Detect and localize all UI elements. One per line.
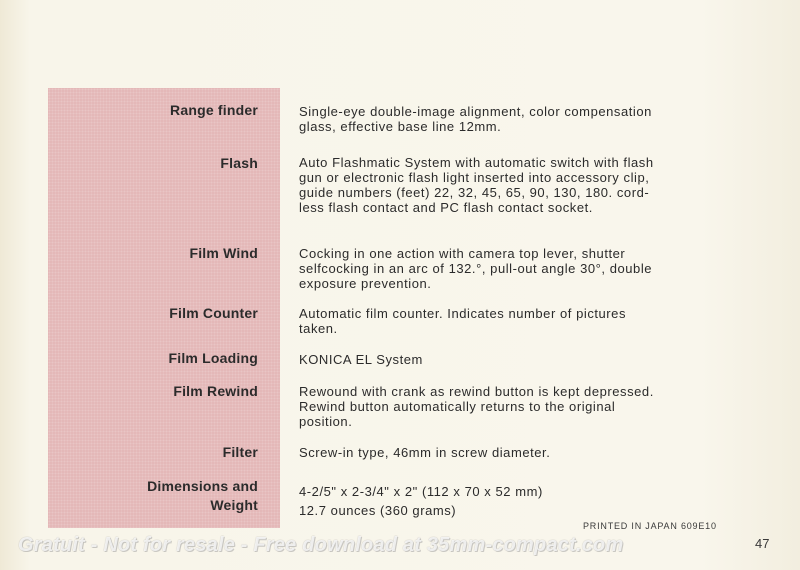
spec-value bbox=[299, 445, 747, 460]
spec-value-line: Rewound with crank as rewind button is kept depressed. bbox=[299, 384, 654, 399]
spec-value-line: gun or electronic flash light inserted into accessory clip, bbox=[299, 170, 650, 185]
spec-value-line: KONICA EL System bbox=[299, 352, 423, 367]
printed-in-japan-note: PRINTED IN JAPAN 609E10 bbox=[583, 521, 717, 531]
spec-value bbox=[299, 104, 747, 134]
spec-value-line: selfcocking in an arc of 132.°, pull-out angle 30°, double bbox=[299, 261, 653, 276]
spec-value-line: Cocking in one action with camera top lever, shutter bbox=[299, 246, 626, 261]
spec-value-line: glass, effective base line 12mm. bbox=[299, 119, 502, 134]
spec-value-line: Automatic film counter. Indicates number of pictures bbox=[299, 306, 627, 321]
spec-value-line: Auto Flashmatic System with automatic switch with flash bbox=[299, 155, 654, 170]
spec-value-line: Screw-in type, 46mm in screw diameter. bbox=[299, 445, 551, 460]
spec-value bbox=[299, 482, 747, 520]
spec-label: Flash bbox=[220, 155, 258, 171]
spec-value bbox=[299, 246, 747, 291]
spec-value-line: exposure prevention. bbox=[299, 276, 432, 291]
spec-label-line: Dimensions and bbox=[147, 478, 258, 494]
spec-value-line: position. bbox=[299, 414, 353, 429]
spec-label: Film Wind bbox=[189, 245, 258, 261]
spec-label: Film Rewind bbox=[173, 383, 258, 399]
spec-label: Range finder bbox=[170, 102, 258, 118]
spec-label: Film Loading bbox=[168, 350, 258, 366]
spec-value-line: less flash contact and PC flash contact socket. bbox=[299, 200, 593, 215]
spec-value bbox=[299, 352, 747, 367]
spec-value bbox=[299, 306, 747, 336]
watermark-text: Gratuit - Not for resale - Free download at 35mm-compact.com bbox=[18, 534, 624, 556]
spec-value-line: 12.7 ounces (360 grams) bbox=[299, 503, 457, 518]
spec-label: Film Counter bbox=[169, 305, 258, 321]
spec-value bbox=[299, 155, 747, 215]
spec-label bbox=[58, 477, 258, 515]
spec-label: Filter bbox=[222, 444, 258, 460]
spec-value-line: taken. bbox=[299, 321, 338, 336]
spec-value bbox=[299, 384, 747, 429]
page-number: 47 bbox=[755, 536, 770, 551]
spec-value-line: 4-2/5" x 2-3/4" x 2" (112 x 70 x 52 mm) bbox=[299, 484, 543, 499]
spec-value-line: guide numbers (feet) 22, 32, 45, 65, 90, 130, 180. cord- bbox=[299, 185, 650, 200]
spec-value-line: Rewind button automatically returns to the original bbox=[299, 399, 616, 414]
spec-label-line: Weight bbox=[210, 497, 258, 513]
spec-value-line: Single-eye double-image alignment, color compensation bbox=[299, 104, 652, 119]
